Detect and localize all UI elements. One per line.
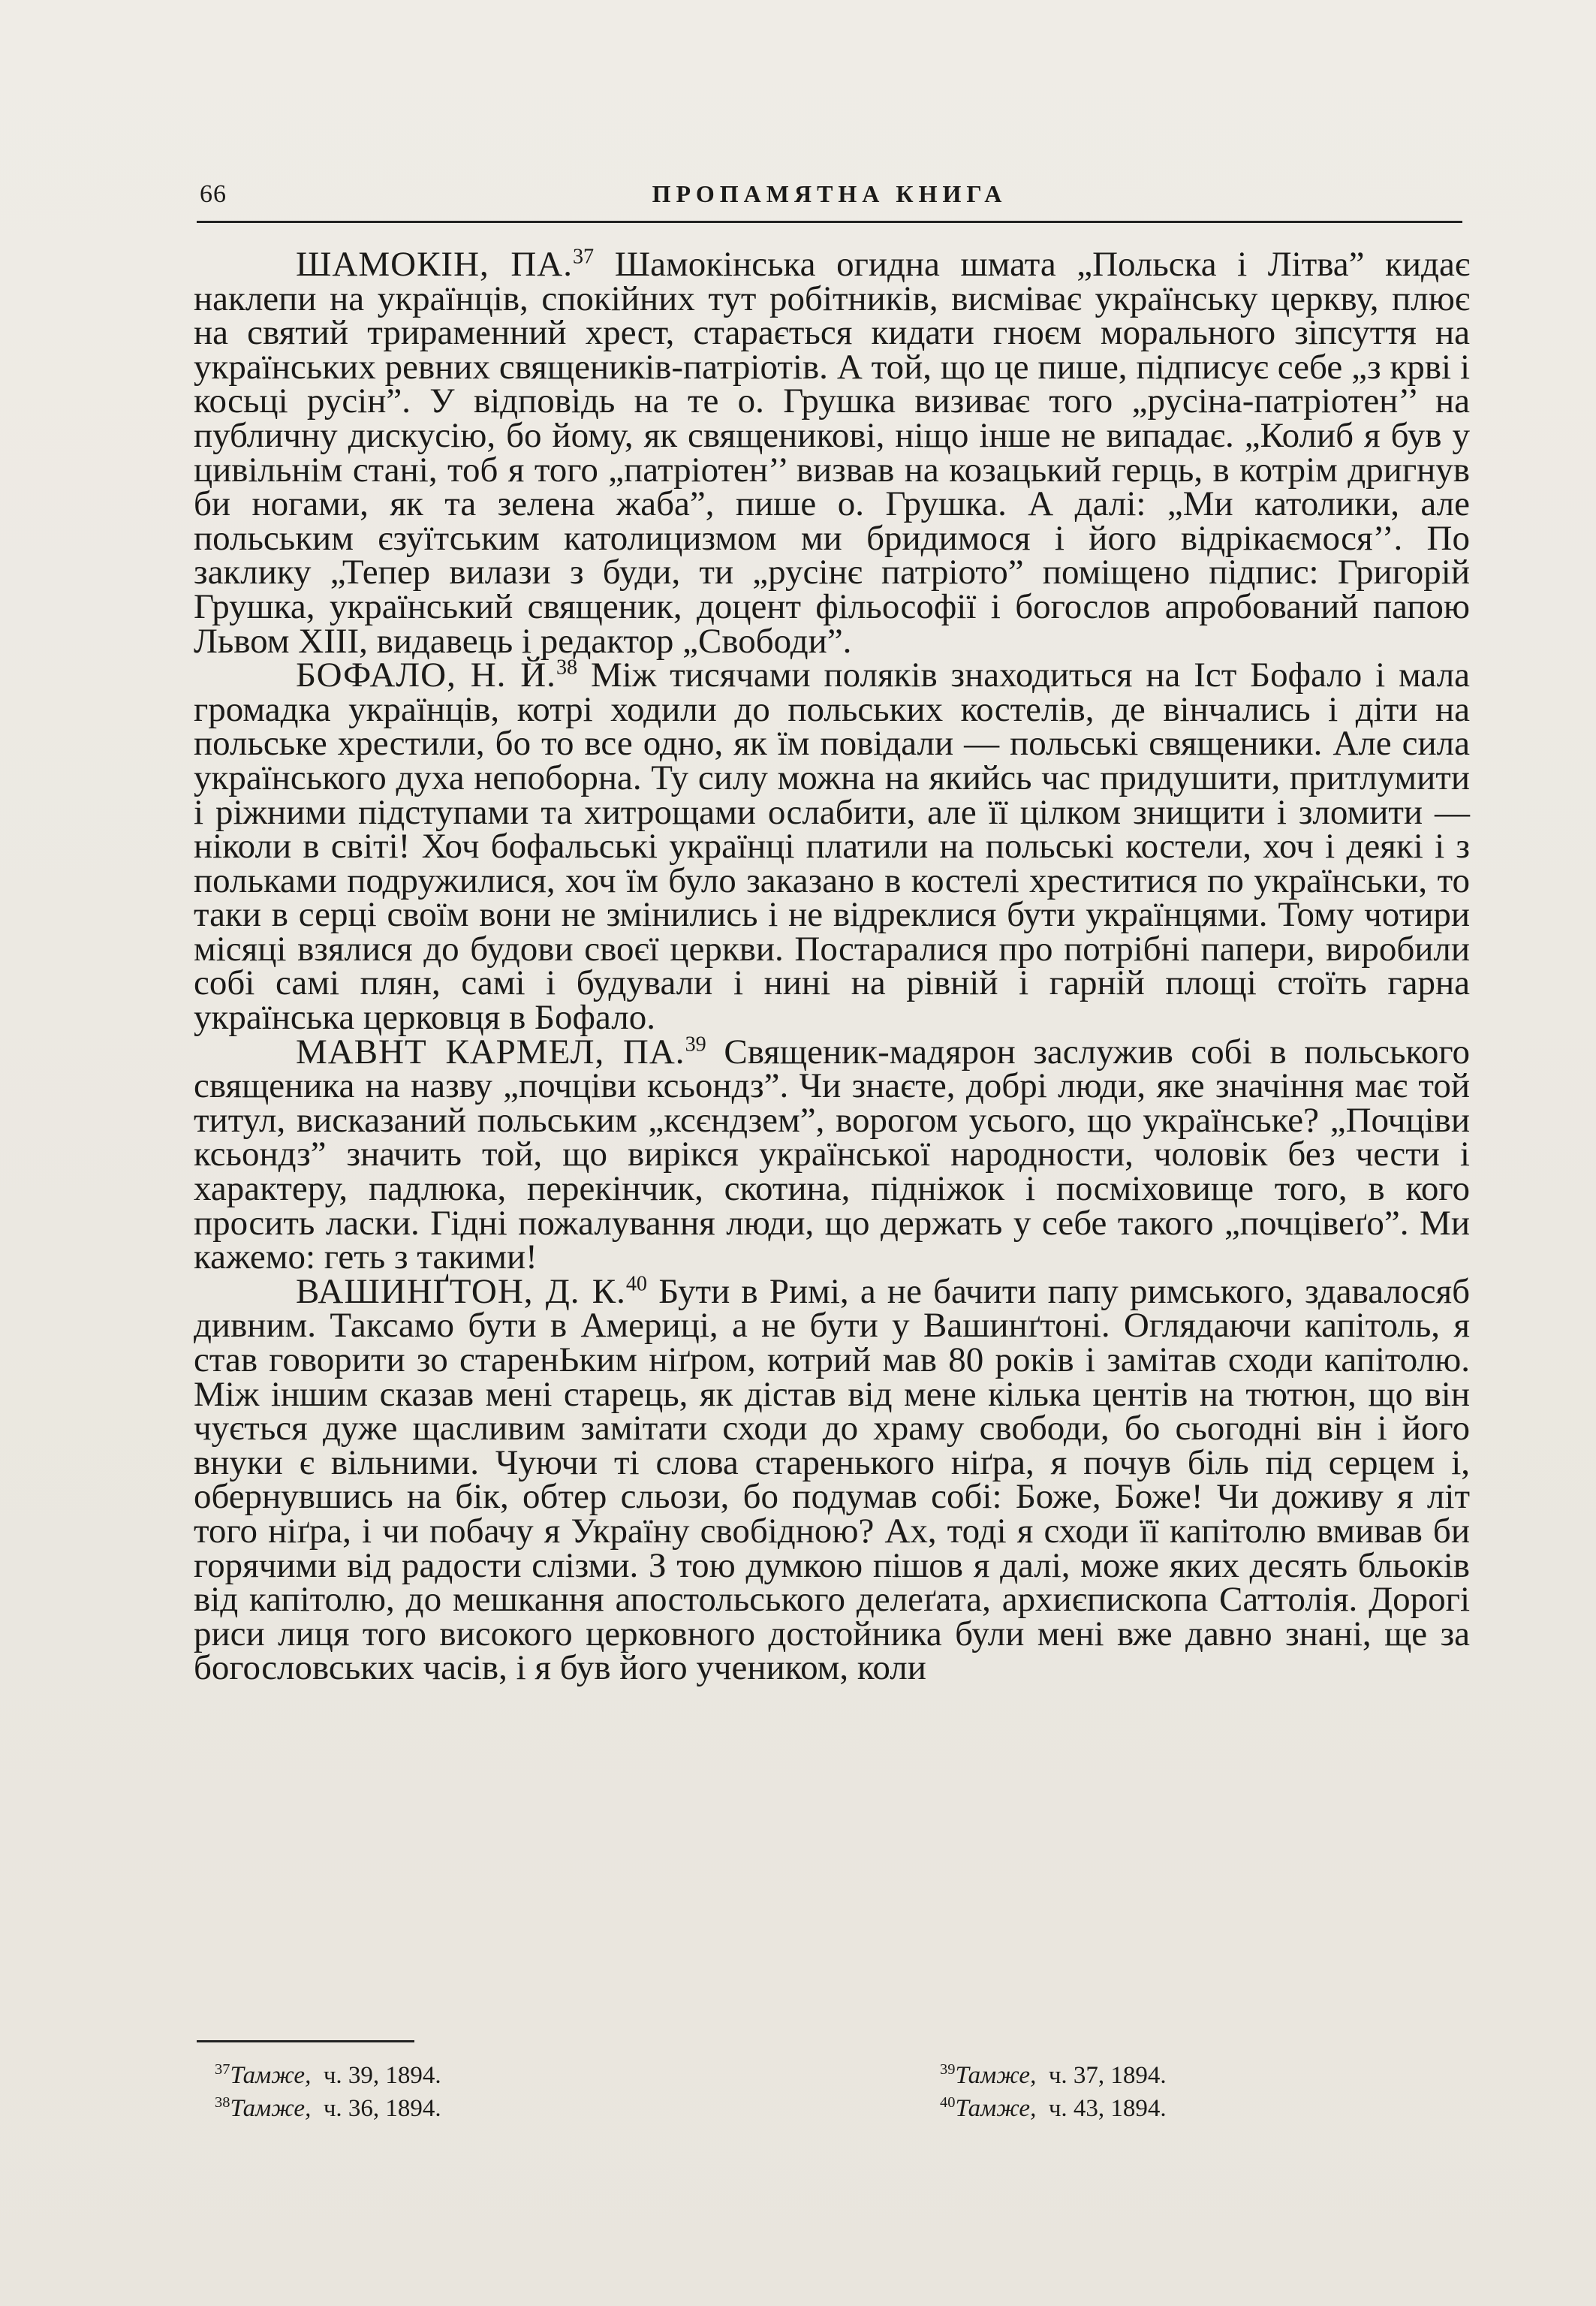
footnote-ref-text: ч. 43, 1894. (1048, 2095, 1167, 2122)
paragraph-washington (194, 1271, 1471, 1688)
paragraph-text: Шамокінська огидна шмата „Польска і Літва” кидає наклепи на українців, спокійних тут робітників, висміває українську церкву, плює на святий трираменний хрест, старається кидати гноєм морального зіпсуття на українських ревних священиків-патріотів. А той, що це пише, підписує себе „з крві і косьці русін”. У відповідь на те о. Грушка визиває того „русіна-патріотен’’ на публичну дискусію, бо йому, як священикові, ніщо інше не випадає. „Колиб я був у цивільнім стані, тоб я того „патріотен’’ визвав на козацький герць, в котрім дригнув би ногами, як та зелена жаба”, пише о. Грушка. А далі: „Ми католики, але польським єзуїтським католицизмом ми бридимося і його відрікаємося’’. По заклику „Тепер вилази з буди, ти „русінє патріото” поміщено підпис: Григорій Грушка, український священик, доцент фільософії і богослов апробований папою Львом XIII, видавець і редактор „Свободи”. (194, 245, 1471, 661)
footnote-ref: 37 (572, 245, 595, 269)
paragraph-text: Між тисячами поляків знаходиться на Іст Бофало і мала громадка українців, котрі ходили до польських костелів, де вінчались і діти на польське хрестили, бо то все одно, як їм повідали — польські священики. Але сила українського духа непоборна. Ту силу можна на якийсь час придушити, притлумити і ріжними підступами та хитрощами ослабити, але її цілком знищити і зломити — ніколи в світі! Хоч бофальські українці платили на польські костели, хоч і деякі і з польками подружилися, хоч їм було заказано в костелі хреститися по українськи, то таки в серці своїм вони не змінились і не відреклися бути українцями. Тому чотири місяці взялися до будови своєї церкви. Постаралися про потрібні папери, виробили собі самі плян, самі і будували і нині на рівній і гарній площі стоїть гарна українська церковця в Бофало. (194, 656, 1471, 1038)
page-header (197, 180, 1462, 227)
paragraph-mount-carmel (194, 1032, 1470, 1277)
footnote-37 (215, 2062, 441, 2090)
place-heading: ВАШИНҐТОН, Д. К. (296, 1271, 626, 1311)
footnote-rule (197, 2040, 414, 2042)
header-rule (197, 221, 1462, 223)
paragraph-shamokin (194, 245, 1471, 661)
place-heading: МАВНТ КАРМЕЛ, ПА. (296, 1032, 685, 1072)
paragraph-bofalo (194, 656, 1471, 1038)
footnote-40 (940, 2095, 1167, 2123)
running-title: ПРОПАМЯТНА КНИГА (652, 180, 1007, 207)
footnote-ref-text: ч. 37, 1894. (1048, 2062, 1167, 2089)
footnote-ref-text: ч. 36, 1894. (323, 2095, 441, 2122)
footnote-number: 39 (940, 2061, 956, 2078)
paragraph-text: Бути в Римі, а не бачити папу римського, здавалосяб дивним. Таксамо бути в Америці, а не бути у Вашинґтоні. Оглядаючи капітоль, я став говорити зо старенЬким ніґром, котрий мав 80 років і замітав сходи капітолю. Між іншим сказав мені старець, як дістав від мене кілька центів на тютюн, що він чується дуже щасливим замітати сходи до храму свободи, бо сьогодні він і його внуки є вільними. Чуючи ті слова старенького ніґра, я почув біль під серцем і, обернувшись на бік, обтер сльози, бо подумав собі: Боже, Боже! Чи доживу я літ того ніґра, і чи побачу я Україну свобідною? Ах, тоді я сходи її капітолю вмивав би горячими від радости слізми. З тою думкою пішов я далі, може яких десять бльоків від капітолю, до мешкання апостольського делеґата, архиєпископа Саттолія. Дорогі риси лиця того високого церковного достойника були мені вже давно знані, ще за богословських часів, і я був його учеником, коли (194, 1271, 1471, 1688)
footnote-source: Тамже, (955, 2095, 1037, 2122)
footnote-number: 40 (940, 2094, 956, 2111)
footnote-source: Тамже, (230, 2095, 312, 2122)
footnote-ref-text: ч. 39, 1894. (323, 2062, 441, 2089)
footnote-38 (215, 2095, 441, 2123)
paragraph-text: Священик-мадярон заслужив собі в польського священика на назву „почціви ксьондз”. Чи знаєте, добрі люди, яке значіння має той титул, висказаний польським „ксєндзем”, ворогом усього, що українське? „Почціви ксьондз” значить той, що вирікся української народности, чоловік без чести і характеру, падлюка, перекінчик, скотина, підніжок і посміховище того, в кого просить ласки. Гідні пожалування люди, що держать у себе такого „почцівеґо”. Ми кажемо: геть з такими! (194, 1032, 1470, 1277)
footnote-39 (940, 2062, 1167, 2090)
footnote-ref: 40 (625, 1272, 648, 1296)
footnotes (197, 2062, 1462, 2152)
footnote-ref: 39 (685, 1032, 706, 1056)
footnote-source: Тамже, (230, 2062, 312, 2089)
footnote-ref: 38 (556, 656, 578, 680)
place-heading: БОФАЛО, Н. Й. (296, 656, 556, 695)
body-text (194, 245, 1471, 1688)
place-heading: ШАМОКІН, ПА. (296, 245, 573, 284)
page-number: 66 (200, 180, 227, 208)
footnote-number: 38 (215, 2094, 230, 2111)
footnote-source: Тамже, (955, 2062, 1037, 2089)
footnote-number: 37 (215, 2061, 230, 2078)
